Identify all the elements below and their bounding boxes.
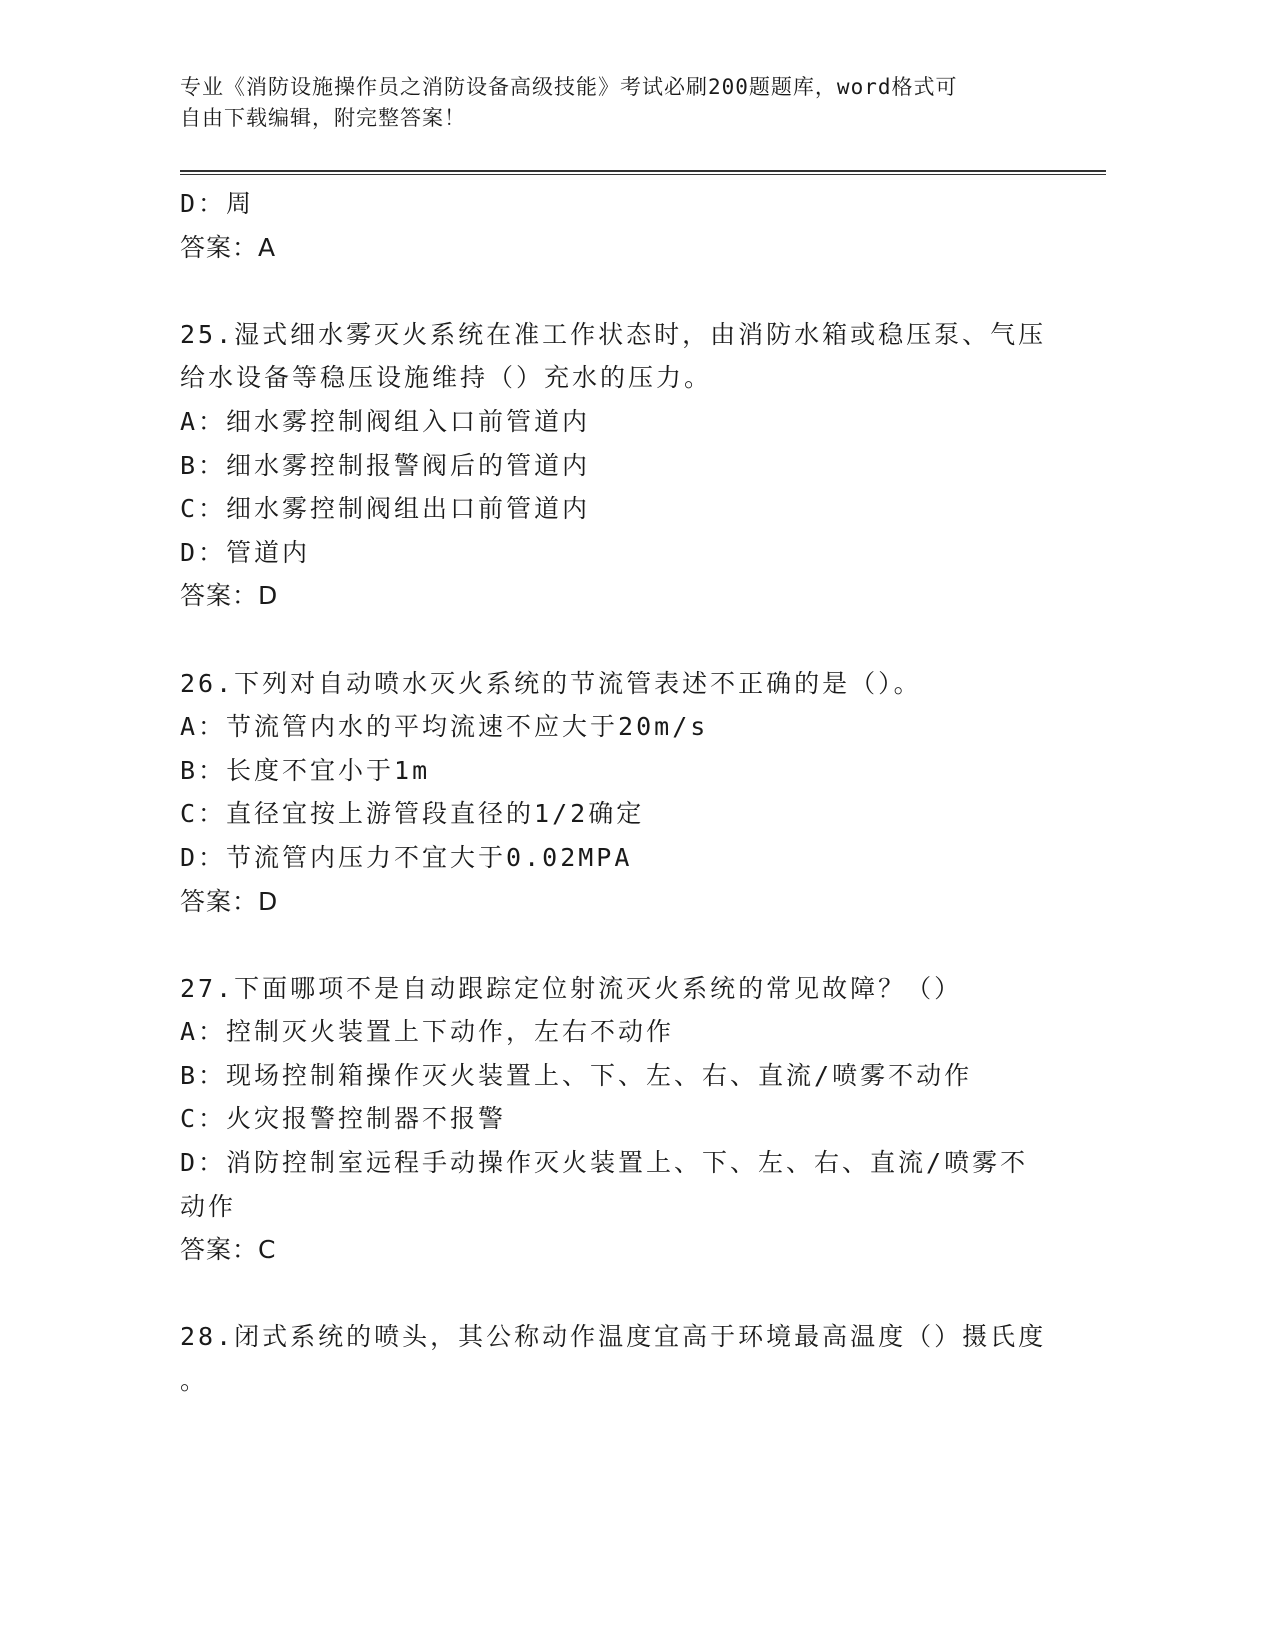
question-stem-line: 26.下列对自动喷水灭火系统的节流管表述不正确的是（）。 bbox=[180, 668, 922, 698]
question-27 bbox=[180, 967, 1060, 1272]
option-d-continuation: 动作 bbox=[180, 1191, 237, 1221]
document-header bbox=[180, 72, 1060, 134]
question-stem-line: 25.湿式细水雾灭火系统在准工作状态时，由消防水箱或稳压泵、气压 bbox=[180, 319, 1047, 349]
option-b: B：长度不宜小于1m bbox=[180, 755, 431, 785]
option-a: A：细水雾控制阀组入口前管道内 bbox=[180, 406, 591, 436]
question-stem-line: 27.下面哪项不是自动跟踪定位射流灭火系统的常见故障？（） bbox=[180, 973, 963, 1003]
previous-question-tail bbox=[180, 182, 1060, 269]
answer-line: 答案：A bbox=[180, 232, 277, 262]
option-c: C：直径宜按上游管段直径的1/2确定 bbox=[180, 799, 645, 829]
header-line-2: 自由下载编辑，附完整答案！ bbox=[180, 106, 466, 130]
question-26 bbox=[180, 662, 1060, 924]
answer-line: 答案：D bbox=[180, 886, 279, 916]
option-d: D：管道内 bbox=[180, 537, 311, 567]
option-a: A：节流管内水的平均流速不应大于20m/s bbox=[180, 712, 709, 742]
answer-line: 答案：C bbox=[180, 1235, 277, 1265]
option-a: A：控制灭火装置上下动作，左右不动作 bbox=[180, 1017, 675, 1047]
option-d: D：消防控制室远程手动操作灭火装置上、下、左、右、直流/喷雾不 bbox=[180, 1148, 1029, 1178]
question-25 bbox=[180, 313, 1060, 618]
option-d: D：节流管内压力不宜大于0.02MPA bbox=[180, 842, 633, 872]
answer-line: 答案：D bbox=[180, 581, 279, 611]
question-stem-line: 给水设备等稳压设施维持（）充水的压力。 bbox=[180, 363, 713, 393]
option-c: C：火灾报警控制器不报警 bbox=[180, 1104, 507, 1134]
option-d: D：周 bbox=[180, 189, 255, 218]
option-b: B：现场控制箱操作灭火装置上、下、左、右、直流/喷雾不动作 bbox=[180, 1060, 973, 1090]
header-line-1: 专业《消防设施操作员之消防设备高级技能》考试必刷200题题库，word格式可 bbox=[180, 75, 958, 99]
option-c: C：细水雾控制阀组出口前管道内 bbox=[180, 494, 591, 524]
question-stem-line: 。 bbox=[180, 1366, 209, 1396]
question-list bbox=[180, 182, 1060, 1403]
option-b: B：细水雾控制报警阀后的管道内 bbox=[180, 450, 591, 480]
question-28 bbox=[180, 1315, 1060, 1402]
question-stem-line: 28.闭式系统的喷头，其公称动作温度宜高于环境最高温度（）摄氏度 bbox=[180, 1322, 1047, 1352]
header-divider bbox=[180, 170, 1106, 175]
